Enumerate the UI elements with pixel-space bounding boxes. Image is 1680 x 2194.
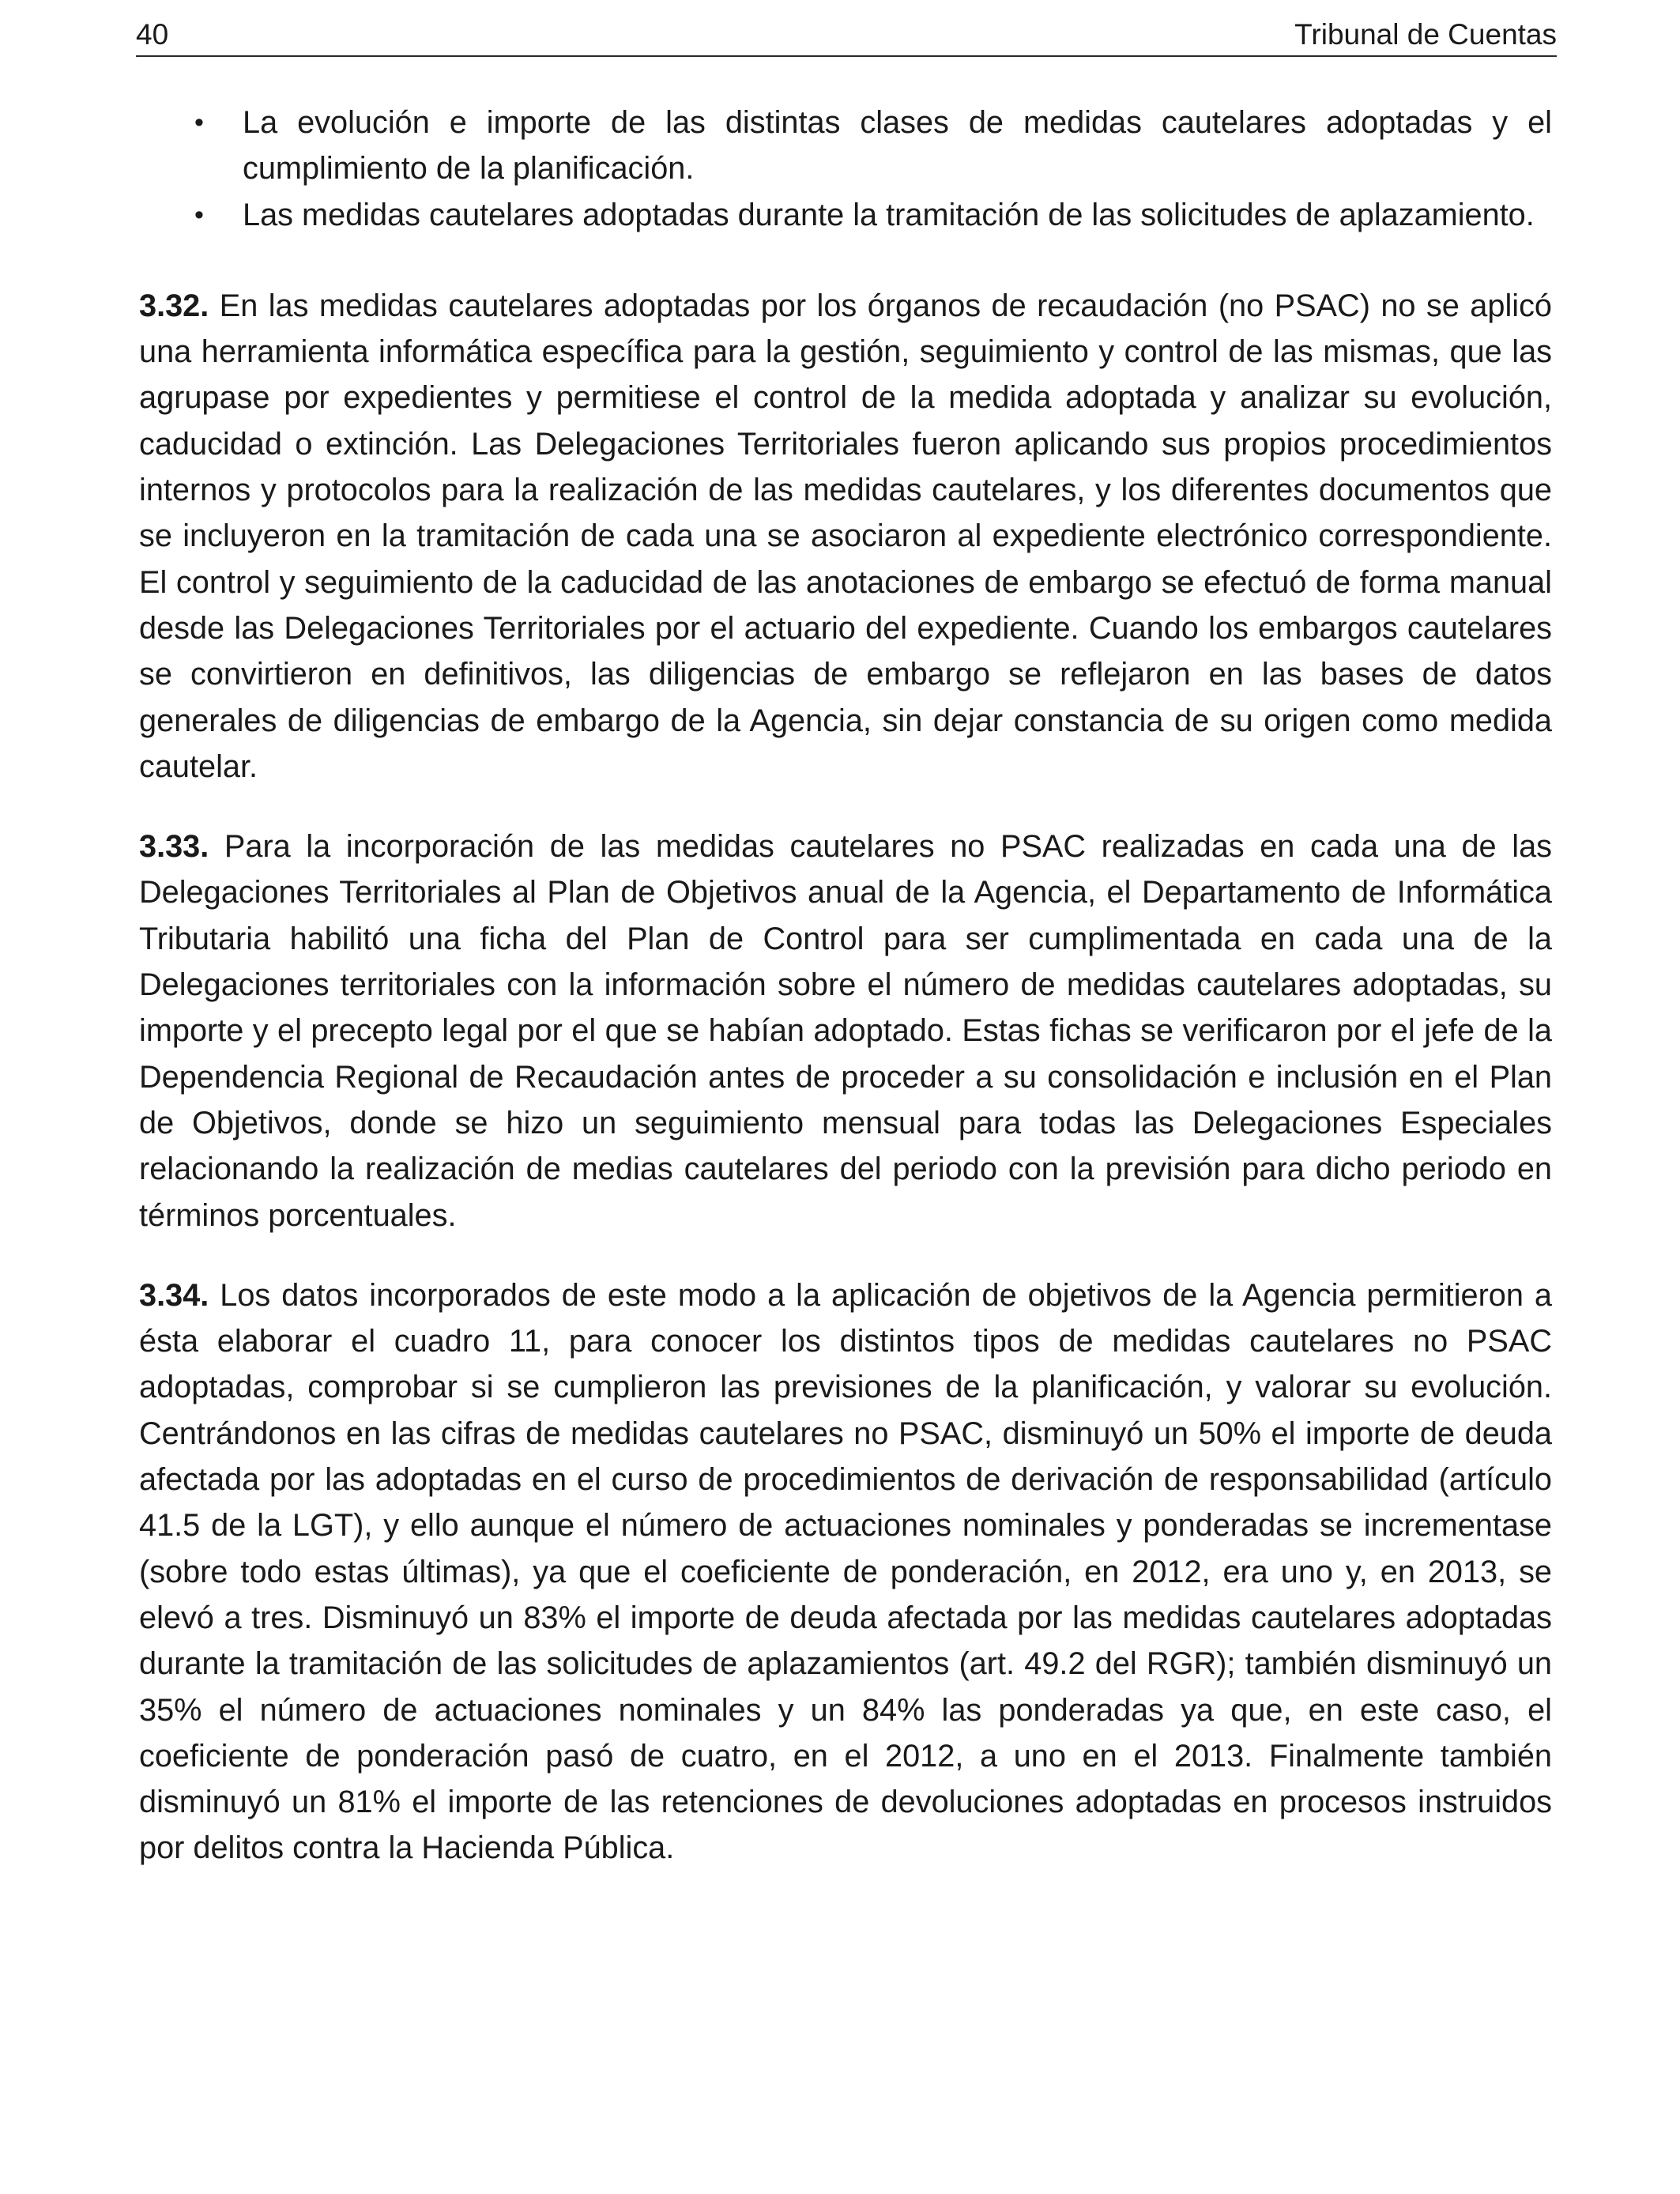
document-source-title: Tribunal de Cuentas — [1294, 18, 1557, 51]
bullet-text: Las medidas cautelares adoptadas durante la tramitación de las solicitudes de aplazamiento. — [243, 197, 1535, 232]
paragraph-3-32 — [139, 283, 1552, 790]
bullet-icon: • — [194, 199, 204, 230]
paragraph-text: Para la incorporación de las medidas cautelares no PSAC realizadas en cada una de las Delegaciones Territoriales al Plan de Objetivos anual de la Agencia, el Departamento de Informática Tributaria habilitó una ficha del Plan de Control para ser cumplimentada en cada una de la Delegaciones territoriales con la información sobre el número de medidas cautelares adoptadas, su importe y el precepto legal por el que se habían adoptado. Estas fichas se verificaron por el jefe de la Dependencia Regional de Recaudación antes de proceder a su consolidación e inclusión en el Plan de Objetivos, donde se hizo un seguimiento mensual para todas las Delegaciones Especiales relacionando la realización de medias cautelares del periodo con la previsión para dicho periodo en términos porcentuales. — [139, 829, 1552, 1233]
paragraph-number: 3.33. — [139, 829, 209, 865]
bullet-icon: • — [194, 107, 204, 138]
page-number: 40 — [136, 18, 169, 51]
bullet-text: La evolución e importe de las distintas clases de medidas cautelares adoptadas y el cumplimiento de la planificación. — [243, 105, 1552, 187]
document-body — [139, 100, 1552, 1872]
paragraph-number: 3.32. — [139, 288, 209, 323]
paragraph-3-34 — [139, 1272, 1552, 1872]
paragraph-text: En las medidas cautelares adoptadas por los órganos de recaudación (no PSAC) no se aplicó una herramienta informática específica para la gestión, seguimiento y control de las mismas, que las agrupase por expedientes y permitiese el control de la medida adoptada y analizar su evolución, caducidad o extinción. Las Delegaciones Territoriales fueron aplicando sus propios procedimientos internos y protocolos para la realización de las medidas cautelares, y los diferentes documentos que se incluyeron en la tramitación de cada una se asociaron al expediente electrónico correspondiente. El control y seguimiento de la caducidad de las anotaciones de embargo se efectuó de forma manual desde las Delegaciones Territoriales por el actuario del expediente. Cuando los embargos cautelares se convirtieron en definitivos, las diligencias de embargo se reflejaron en las bases de datos generales de diligencias de embargo de la Agencia, sin dejar constancia de su origen como medida cautelar. — [139, 288, 1552, 784]
paragraph-number: 3.34. — [139, 1277, 209, 1313]
paragraph-text: Los datos incorporados de este modo a la aplicación de objetivos de la Agencia permitieron a ésta elaborar el cuadro 11, para conocer los distintos tipos de medidas cautelares no PSAC adoptadas, comprobar si se cumplieron las previsiones de la planificación, y valorar su evolución. Centrándonos en las cifras de medidas cautelares no PSAC, disminuyó un 50% el importe de deuda afectada por las adoptadas en el curso de procedimientos de derivación de responsabilidad (artículo 41.5 de la LGT), y ello aunque el número de actuaciones nominales y ponderadas se incrementase (sobre todo estas últimas), ya que el coeficiente de ponderación, en 2012, era uno y, en 2013, se elevó a tres. Disminuyó un 83% el importe de deuda afectada por las medidas cautelares adoptadas durante la tramitación de las solicitudes de aplazamientos (art. 49.2 del RGR); también disminuyó un 35% el número de actuaciones nominales y un 84% las ponderadas ya que, en este caso, el coeficiente de ponderación pasó de cuatro, en el 2012, a uno en el 2013. Finalmente también disminuyó un 81% el importe de las retenciones de devoluciones adoptadas en procesos instruidos por delitos contra la Hacienda Pública. — [139, 1277, 1552, 1866]
bullet-item — [139, 192, 1552, 238]
paragraph-3-33 — [139, 824, 1552, 1238]
bullet-item — [139, 100, 1552, 192]
bullet-list — [139, 100, 1552, 238]
page-header — [136, 14, 1557, 57]
